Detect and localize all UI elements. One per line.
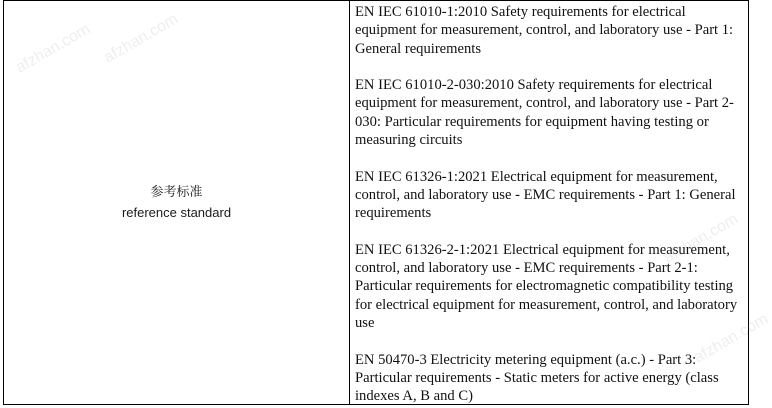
label-english: reference standard	[121, 204, 232, 220]
standard-item: EN 50470-3 Electricity metering equipment (a.c.) - Part 3: Particular requirements - Static meters for active energy (class indexes A, B and C)	[355, 351, 719, 405]
watermark: afzhan.com	[13, 20, 94, 77]
standard-item: EN IEC 61010-2-030:2010 Safety requirements for electrical equipment for measurement, control, and laboratory use - Part 2-030: Particular requirements for equipment having testing or measuring circuits	[355, 77, 734, 149]
reference-standard-table	[3, 0, 749, 405]
label-chinese: 参考标准	[150, 184, 203, 200]
standard-item: EN IEC 61010-1:2010 Safety requirements for electrical equipment for measurement, control, and laboratory use - Part 1: General requirements	[355, 4, 734, 57]
standards-cell	[350, 1, 748, 404]
standard-item: EN IEC 61326-1:2021 Electrical equipment for measurement, control, and laboratory use - EMC requirements - Part 1: General requirements	[355, 168, 736, 222]
standard-item: EN IEC 61326-2-1:2021 Electrical equipment for measurement, control, and laboratory use - EMC requirements - Part 2-1: Particular requirements for electromagnetic compatibility testing for electrical equipment for measurement, control, and laboratory use	[355, 241, 738, 332]
label-cell	[4, 1, 350, 404]
watermark: afzhan.com	[691, 310, 772, 367]
watermark: afzhan.com	[101, 10, 182, 67]
watermark: afzhan.com	[661, 210, 742, 267]
